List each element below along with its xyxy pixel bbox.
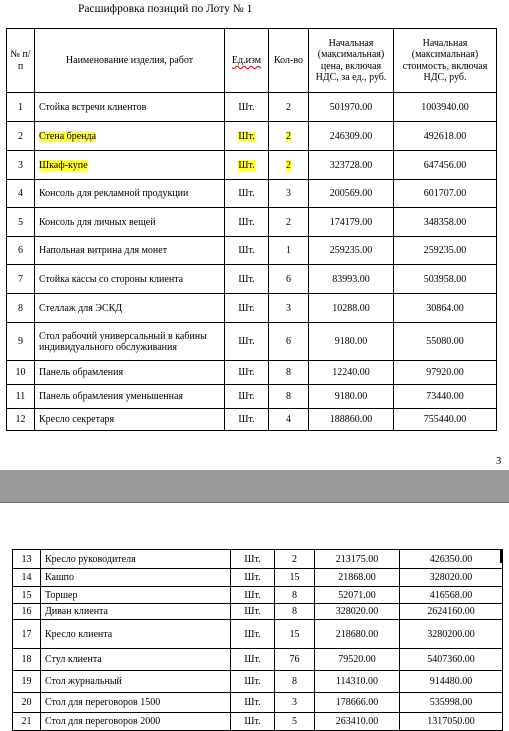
item-name: Панель обрамления [35,361,225,385]
table-row [13,550,503,569]
unit-cell: Шт. [225,122,269,151]
row-number: 10 [7,361,35,385]
unit-price-cell: 12240.00 [309,361,394,385]
total-cost-cell: 55080.00 [394,323,497,361]
unit-cell: Шт. [225,323,269,361]
unit-cell: Шт. [225,151,269,180]
header-qty: Кол-во [269,29,309,93]
quantity-cell: 2 [269,93,309,122]
unit-price-cell: 213175.00 [315,550,400,569]
table-row [7,265,497,294]
row-number: 20 [13,693,41,713]
unit-price-cell: 501970.00 [309,93,394,122]
lot-table-page-2 [12,549,503,731]
table-header-row [7,29,497,93]
unit-cell: Шт. [225,294,269,323]
item-name: Консоль для личных вещей [35,208,225,237]
total-cost-cell: 259235.00 [394,237,497,265]
total-cost-cell: 492618.00 [394,122,497,151]
table-row [7,385,497,409]
table-row [7,151,497,180]
quantity-cell: 6 [269,265,309,294]
item-name: Кресло клиента [41,620,231,649]
unit-cell: Шт. [225,361,269,385]
unit-cell: Шт. [231,693,275,713]
unit-price-cell: 178666.00 [315,693,400,713]
table-body-page-1 [7,93,497,431]
item-name: Стойка встречи клиентов [35,93,225,122]
item-name: Стол для переговоров 2000 [41,713,231,731]
item-name: Стол рабочий универсальный в кабины индивидуального обслуживания [35,323,225,361]
quantity-cell: 4 [269,409,309,431]
row-number: 17 [13,620,41,649]
table-row [7,208,497,237]
total-cost-cell: 1003940.00 [394,93,497,122]
quantity-cell: 5 [275,713,315,731]
unit-price-cell: 328020.00 [315,604,400,620]
quantity-cell: 2 [275,550,315,569]
total-cost-cell: 503958.00 [394,265,497,294]
table-row [13,620,503,649]
quantity-cell: 2 [269,208,309,237]
header-price: Начальная (максимальная) цена, включая НДС, за ед., руб. [309,29,394,93]
item-name: Кресло секретаря [35,409,225,431]
unit-price-cell: 200569.00 [309,180,394,208]
quantity-cell: 76 [275,649,315,671]
lot-table-page-1 [6,28,497,431]
quantity-cell: 15 [275,569,315,587]
unit-cell: Шт. [231,620,275,649]
total-cost-cell: 3280200.00 [400,620,503,649]
total-cost-cell: 535998.00 [400,693,503,713]
row-number: 21 [13,713,41,731]
quantity-cell: 6 [269,323,309,361]
item-name: Кашпо [41,569,231,587]
table-row [7,361,497,385]
total-cost-cell: 348358.00 [394,208,497,237]
total-cost-cell: 30864.00 [394,294,497,323]
quantity-cell: 2 [269,122,309,151]
unit-cell: Шт. [231,671,275,693]
row-number: 19 [13,671,41,693]
row-number: 8 [7,294,35,323]
unit-cell: Шт. [225,208,269,237]
row-number: 1 [7,93,35,122]
unit-cell: Шт. [225,265,269,294]
row-number: 3 [7,151,35,180]
row-number: 15 [13,587,41,604]
quantity-cell: 8 [275,671,315,693]
unit-price-cell: 9180.00 [309,323,394,361]
quantity-cell: 8 [275,604,315,620]
total-cost-cell: 755440.00 [394,409,497,431]
row-number: 5 [7,208,35,237]
unit-price-cell: 10288.00 [309,294,394,323]
page-separator [0,470,509,503]
document-page-2 [0,503,509,731]
row-number: 9 [7,323,35,361]
total-cost-cell: 97920.00 [394,361,497,385]
unit-price-cell: 114310.00 [315,671,400,693]
header-name: Наименование изделия, работ [35,29,225,93]
item-name: Напольная витрина для монет [35,237,225,265]
unit-cell: Шт. [225,180,269,208]
unit-price-cell: 52071.00 [315,587,400,604]
unit-price-cell: 218680.00 [315,620,400,649]
unit-price-cell: 323728.00 [309,151,394,180]
quantity-cell: 3 [275,693,315,713]
header-unit: Ед.изм [225,29,269,93]
quantity-cell: 15 [275,620,315,649]
quantity-cell: 3 [269,294,309,323]
unit-price-cell: 246309.00 [309,122,394,151]
quantity-cell: 8 [269,385,309,409]
unit-cell: Шт. [231,604,275,620]
table-row [13,649,503,671]
table-row [13,671,503,693]
table-row [7,122,497,151]
total-cost-cell: 914480.00 [400,671,503,693]
total-cost-cell: 1317050.00 [400,713,503,731]
unit-price-cell: 174179.00 [309,208,394,237]
item-name: Диван клиента [41,604,231,620]
item-name: Стойка кассы со стороны клиента [35,265,225,294]
item-name: Кресло руководителя [41,550,231,569]
row-number: 18 [13,649,41,671]
unit-cell: Шт. [231,713,275,731]
table-row [7,180,497,208]
total-cost-cell: 416568.00 [400,587,503,604]
header-total: Начальная (максимальная) стоимость, включая НДС, руб. [394,29,497,93]
quantity-cell: 2 [269,151,309,180]
row-number: 4 [7,180,35,208]
unit-price-cell: 83993.00 [309,265,394,294]
row-number: 13 [13,550,41,569]
table-row [7,93,497,122]
table-row [7,237,497,265]
item-name: Шкаф-купе [35,151,225,180]
item-name: Консоль для рекламной продукции [35,180,225,208]
row-number: 12 [7,409,35,431]
page-title: Расшифровка позиций по Лоту № 1 [78,3,253,15]
total-cost-cell: 73440.00 [394,385,497,409]
text-cursor [500,550,502,563]
item-name: Панель обрамления уменьшенная [35,385,225,409]
unit-cell: Шт. [225,409,269,431]
total-cost-cell: 2624160.00 [400,604,503,620]
total-cost-cell: 647456.00 [394,151,497,180]
unit-cell: Шт. [225,237,269,265]
total-cost-cell: 426350.00 [400,550,503,569]
table-row [13,604,503,620]
table-row [7,323,497,361]
table-row [13,587,503,604]
item-name: Стена бренда [35,122,225,151]
total-cost-cell: 5407360.00 [400,649,503,671]
item-name: Стеллаж для ЭСКД [35,294,225,323]
row-number: 6 [7,237,35,265]
unit-cell: Шт. [231,550,275,569]
unit-price-cell: 263410.00 [315,713,400,731]
unit-cell: Шт. [231,649,275,671]
unit-price-cell: 259235.00 [309,237,394,265]
table-row [13,693,503,713]
quantity-cell: 3 [269,180,309,208]
unit-cell: Шт. [225,93,269,122]
item-name: Стул клиента [41,649,231,671]
table-row [13,569,503,587]
quantity-cell: 8 [269,361,309,385]
quantity-cell: 8 [275,587,315,604]
table-row [7,409,497,431]
row-number: 2 [7,122,35,151]
total-cost-cell: 328020.00 [400,569,503,587]
unit-price-cell: 188860.00 [309,409,394,431]
unit-price-cell: 21868.00 [315,569,400,587]
row-number: 7 [7,265,35,294]
table-body-page-2 [13,550,503,731]
total-cost-cell: 601707.00 [394,180,497,208]
item-name: Торшер [41,587,231,604]
quantity-cell: 1 [269,237,309,265]
item-name: Стол журнальный [41,671,231,693]
unit-price-cell: 9180.00 [309,385,394,409]
unit-cell: Шт. [225,385,269,409]
header-num: № п/п [7,29,35,93]
table-row [13,713,503,731]
row-number: 16 [13,604,41,620]
item-name: Стол для переговоров 1500 [41,693,231,713]
table-row [7,294,497,323]
unit-cell: Шт. [231,587,275,604]
page-number: 3 [496,456,502,467]
row-number: 14 [13,569,41,587]
unit-price-cell: 79520.00 [315,649,400,671]
unit-cell: Шт. [231,569,275,587]
row-number: 11 [7,385,35,409]
